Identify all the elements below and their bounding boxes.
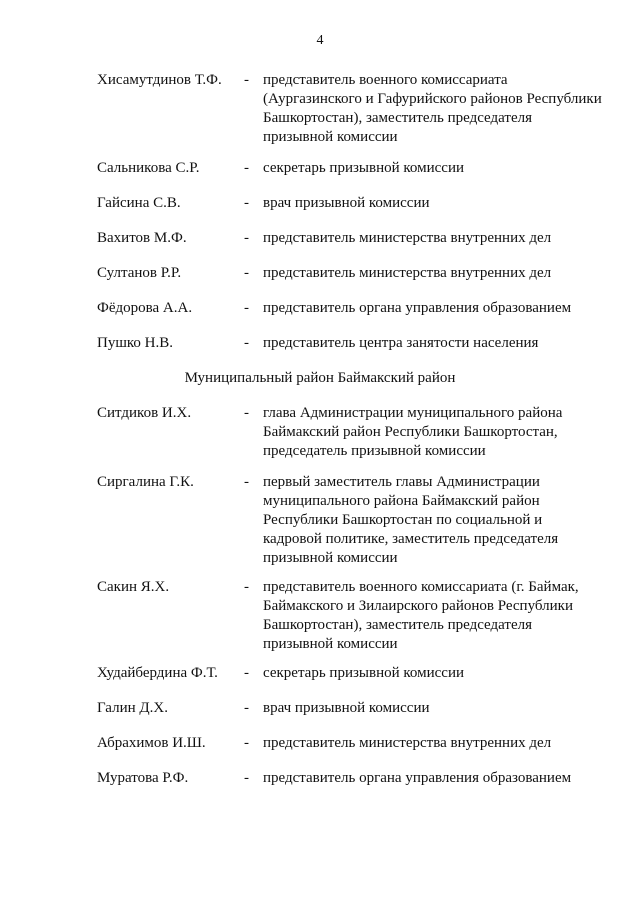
role-line: первый заместитель главы Администрации xyxy=(263,474,540,490)
dash-separator: - xyxy=(244,335,249,351)
member-name: Пушко Н.В. xyxy=(97,335,173,351)
role-line: представитель органа управления образованием xyxy=(263,300,572,316)
member-name: Гайсина С.В. xyxy=(97,195,181,211)
role-line: призывной комиссии xyxy=(263,636,398,652)
role-line: председатель призывной комиссии xyxy=(263,443,486,459)
dash-separator: - xyxy=(244,474,249,490)
role-line: Башкортостан), заместитель председателя xyxy=(263,110,533,126)
member-role xyxy=(263,299,598,318)
role-line: Республики Башкортостан по социальной и xyxy=(263,512,543,528)
section-heading: Муниципальный район Баймакский район xyxy=(184,370,456,386)
member-name: Сакин Я.Х. xyxy=(97,579,170,595)
member-role xyxy=(263,159,598,178)
role-line: врач призывной комиссии xyxy=(263,195,430,211)
dash-separator: - xyxy=(244,160,249,176)
member-name: Вахитов М.Ф. xyxy=(97,230,187,246)
member-role xyxy=(263,473,598,568)
role-line: Баймакского и Зилаирского районов Республики xyxy=(263,598,573,614)
role-line: представитель военного комиссариата (г. Баймак, xyxy=(263,579,579,595)
role-line: Башкортостан), заместитель председателя xyxy=(263,617,533,633)
dash-separator: - xyxy=(244,265,249,281)
role-line: кадровой политике, заместитель председателя xyxy=(263,531,559,547)
member-role xyxy=(263,734,598,753)
member-name: Султанов Р.Р. xyxy=(97,265,182,281)
role-line: секретарь призывной комиссии xyxy=(263,160,465,176)
role-line: представитель министерства внутренних дел xyxy=(263,230,552,246)
dash-separator: - xyxy=(244,72,249,88)
dash-separator: - xyxy=(244,665,249,681)
role-line: представитель министерства внутренних дел xyxy=(263,265,552,281)
member-name: Сальникова С.Р. xyxy=(97,160,200,176)
member-name: Галин Д.Х. xyxy=(97,700,168,716)
role-line: глава Администрации муниципального района xyxy=(263,405,563,421)
role-line: (Аургазинского и Гафурийского районов Республики xyxy=(263,91,602,107)
member-role xyxy=(263,194,598,213)
member-name: Худайбердина Ф.Т. xyxy=(97,665,218,681)
role-line: представитель центра занятости населения xyxy=(263,335,539,351)
dash-separator: - xyxy=(244,700,249,716)
member-role xyxy=(263,664,598,683)
dash-separator: - xyxy=(244,770,249,786)
role-line: представитель органа управления образованием xyxy=(263,770,572,786)
role-line: призывной комиссии xyxy=(263,550,398,566)
role-line: представитель военного комиссариата xyxy=(263,72,508,88)
role-line: секретарь призывной комиссии xyxy=(263,665,465,681)
dash-separator: - xyxy=(244,735,249,751)
member-role xyxy=(263,334,598,353)
member-role xyxy=(263,71,602,147)
dash-separator: - xyxy=(244,300,249,316)
member-name: Муратова Р.Ф. xyxy=(97,770,189,786)
dash-separator: - xyxy=(244,405,249,421)
member-name: Сиргалина Г.К. xyxy=(97,474,194,490)
role-line: врач призывной комиссии xyxy=(263,700,430,716)
dash-separator: - xyxy=(244,579,249,595)
role-line: муниципального района Баймакский район xyxy=(263,493,540,509)
member-role xyxy=(263,404,598,461)
page-number: 4 xyxy=(316,33,324,48)
member-role xyxy=(263,578,598,654)
member-role xyxy=(263,699,598,718)
role-line: Баймакский район Республики Башкортостан, xyxy=(263,424,558,440)
role-line: представитель министерства внутренних дел xyxy=(263,735,552,751)
member-role xyxy=(263,229,598,248)
member-role xyxy=(263,264,598,283)
member-name: Абрахимов И.Ш. xyxy=(97,735,206,751)
role-line: призывной комиссии xyxy=(263,129,398,145)
member-name: Ситдиков И.Х. xyxy=(97,405,192,421)
dash-separator: - xyxy=(244,195,249,211)
member-role xyxy=(263,769,598,788)
member-name: Хисамутдинов Т.Ф. xyxy=(97,72,222,88)
member-name: Фёдорова А.А. xyxy=(97,300,193,316)
dash-separator: - xyxy=(244,230,249,246)
